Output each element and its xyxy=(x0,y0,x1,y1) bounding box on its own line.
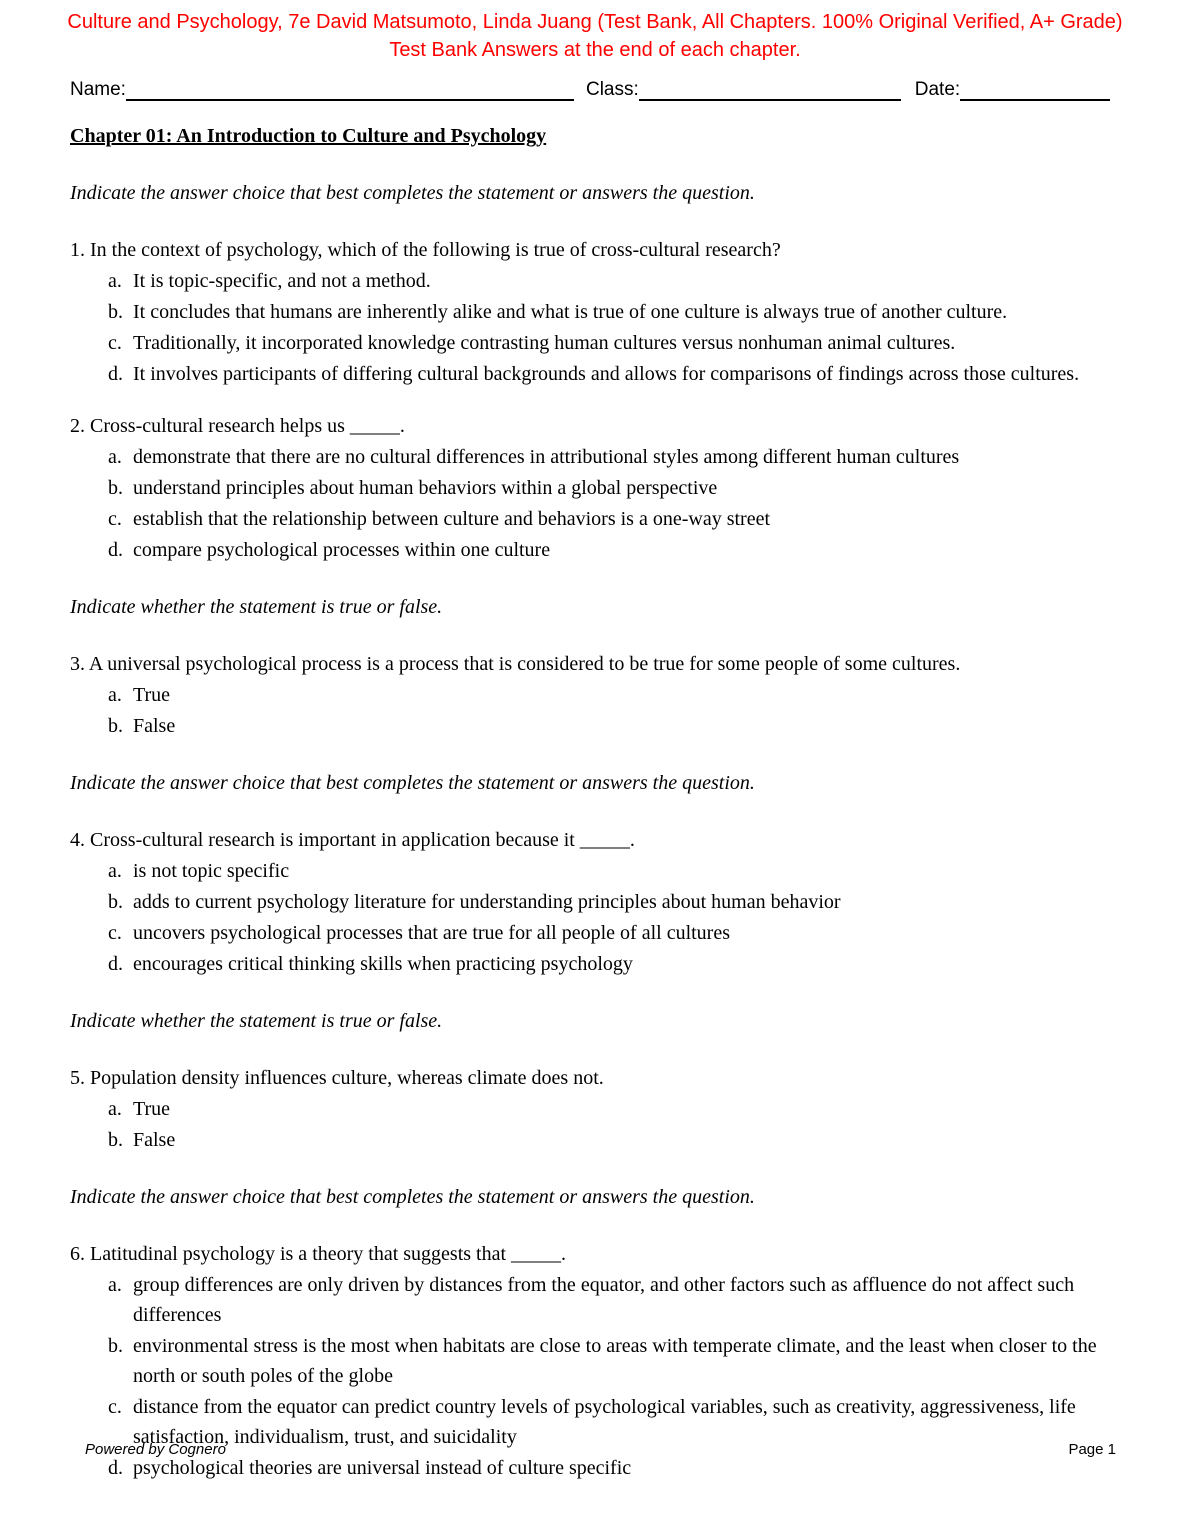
option-letter: a. xyxy=(108,684,122,706)
name-class-date-row xyxy=(70,78,1120,101)
answer-option xyxy=(108,473,1120,503)
chapter-title: Chapter 01: An Introduction to Culture and Psychology xyxy=(70,125,547,147)
option-text: encourages critical thinking skills when practicing psychology xyxy=(133,953,633,975)
answer-option xyxy=(108,711,1120,741)
answer-option xyxy=(108,1331,1120,1391)
answer-option xyxy=(108,442,1120,472)
header-line-2: Test Bank Answers at the end of each chapter. xyxy=(389,39,801,61)
answer-option xyxy=(108,266,1120,296)
header-line-1: Culture and Psychology, 7e David Matsumoto, Linda Juang (Test Bank, All Chapters. 100% Original Verified, A+ Grade) xyxy=(67,11,1123,33)
answer-option xyxy=(108,359,1120,389)
option-text: It is topic-specific, and not a method. xyxy=(133,270,431,292)
option-text: environmental stress is the most when habitats are close to areas with temperate climate, and the least when closer to the north or south poles of the globe xyxy=(133,1335,1097,1387)
instruction-text: Indicate whether the statement is true or false. xyxy=(70,596,443,618)
question-stem: 1. In the context of psychology, which of the following is true of cross-cultural research? xyxy=(70,239,781,261)
class-blank xyxy=(639,78,901,101)
option-letter: b. xyxy=(108,891,123,913)
instruction-text: Indicate the answer choice that best completes the statement or answers the question. xyxy=(70,1186,755,1208)
option-letter: d. xyxy=(108,1457,123,1479)
instruction-text: Indicate the answer choice that best completes the statement or answers the question. xyxy=(70,772,755,794)
page-footer xyxy=(85,1441,1116,1458)
option-text: It concludes that humans are inherently alike and what is true of one culture is always true of another culture. xyxy=(133,301,1008,323)
option-text: True xyxy=(133,684,171,706)
page-number: Page 1 xyxy=(1068,1441,1116,1458)
answer-option xyxy=(108,887,1120,917)
option-letter: d. xyxy=(108,363,123,385)
answer-option xyxy=(108,918,1120,948)
question-stem: 5. Population density influences culture, whereas climate does not. xyxy=(70,1067,604,1089)
answer-option xyxy=(108,1125,1120,1155)
option-text: establish that the relationship between culture and behaviors is a one-way street xyxy=(133,508,771,530)
question-2 xyxy=(70,411,1120,565)
option-text: group differences are only driven by distances from the equator, and other factors such as affluence do not affect such differences xyxy=(133,1274,1075,1326)
option-text: False xyxy=(133,715,176,737)
question-stem: 4. Cross-cultural research is important in application because it _____. xyxy=(70,829,635,851)
answer-option xyxy=(108,1094,1120,1124)
question-4 xyxy=(70,825,1120,979)
option-letter: a. xyxy=(108,446,122,468)
option-text: uncovers psychological processes that are true for all people of all cultures xyxy=(133,922,731,944)
answer-option xyxy=(108,949,1120,979)
instruction-text: Indicate whether the statement is true or false. xyxy=(70,1010,443,1032)
option-text: adds to current psychology literature for understanding principles about human behavior xyxy=(133,891,841,913)
answer-option xyxy=(108,1270,1120,1330)
option-text: psychological theories are universal instead of culture specific xyxy=(133,1457,632,1479)
question-stem: 2. Cross-cultural research helps us _____. xyxy=(70,415,405,437)
option-text: understand principles about human behaviors within a global perspective xyxy=(133,477,718,499)
question-stem: 3. A universal psychological process is a process that is considered to be true for some people of some cultures. xyxy=(70,653,961,675)
question-1 xyxy=(70,235,1120,389)
option-text: distance from the equator can predict country levels of psychological variables, such as creativity, aggressiveness, life satisfaction, individualism, trust, and suicidality xyxy=(133,1396,1076,1448)
answer-option xyxy=(108,328,1120,358)
instruction-text: Indicate the answer choice that best completes the statement or answers the question. xyxy=(70,182,755,204)
option-letter: c. xyxy=(108,922,122,944)
answer-option xyxy=(108,504,1120,534)
option-text: False xyxy=(133,1129,176,1151)
class-label: Class: xyxy=(585,79,639,100)
option-letter: b. xyxy=(108,715,123,737)
option-letter: c. xyxy=(108,1396,122,1418)
option-letter: d. xyxy=(108,953,123,975)
option-letter: a. xyxy=(108,270,122,292)
option-letter: a. xyxy=(108,1098,122,1120)
option-letter: c. xyxy=(108,332,122,354)
option-text: demonstrate that there are no cultural differences in attributional styles among different human cultures xyxy=(133,446,960,468)
name-blank xyxy=(126,78,574,101)
option-letter: b. xyxy=(108,301,123,323)
option-letter: b. xyxy=(108,1335,123,1357)
question-stem: 6. Latitudinal psychology is a theory that suggests that _____. xyxy=(70,1243,567,1265)
date-label: Date: xyxy=(914,79,961,100)
answer-option xyxy=(108,856,1120,886)
option-letter: d. xyxy=(108,539,123,561)
document-header xyxy=(38,8,1152,64)
option-letter: b. xyxy=(108,1129,123,1151)
question-5 xyxy=(70,1063,1120,1155)
option-text: True xyxy=(133,1098,171,1120)
date-blank xyxy=(960,78,1110,101)
option-text: is not topic specific xyxy=(133,860,290,882)
question-3 xyxy=(70,649,1120,741)
answer-option xyxy=(108,680,1120,710)
option-text: It involves participants of differing cultural backgrounds and allows for comparisons of findings across those cultures. xyxy=(133,363,1080,385)
option-text: Traditionally, it incorporated knowledge contrasting human cultures versus nonhuman animal cultures. xyxy=(133,332,956,354)
option-letter: c. xyxy=(108,508,122,530)
option-letter: a. xyxy=(108,860,122,882)
powered-by: Powered by Cognero xyxy=(85,1441,226,1458)
name-label: Name: xyxy=(70,79,126,100)
answer-option xyxy=(108,297,1120,327)
option-letter: a. xyxy=(108,1274,122,1296)
option-text: compare psychological processes within one culture xyxy=(133,539,551,561)
option-letter: b. xyxy=(108,477,123,499)
document-content xyxy=(70,178,1120,1483)
answer-option xyxy=(108,535,1120,565)
